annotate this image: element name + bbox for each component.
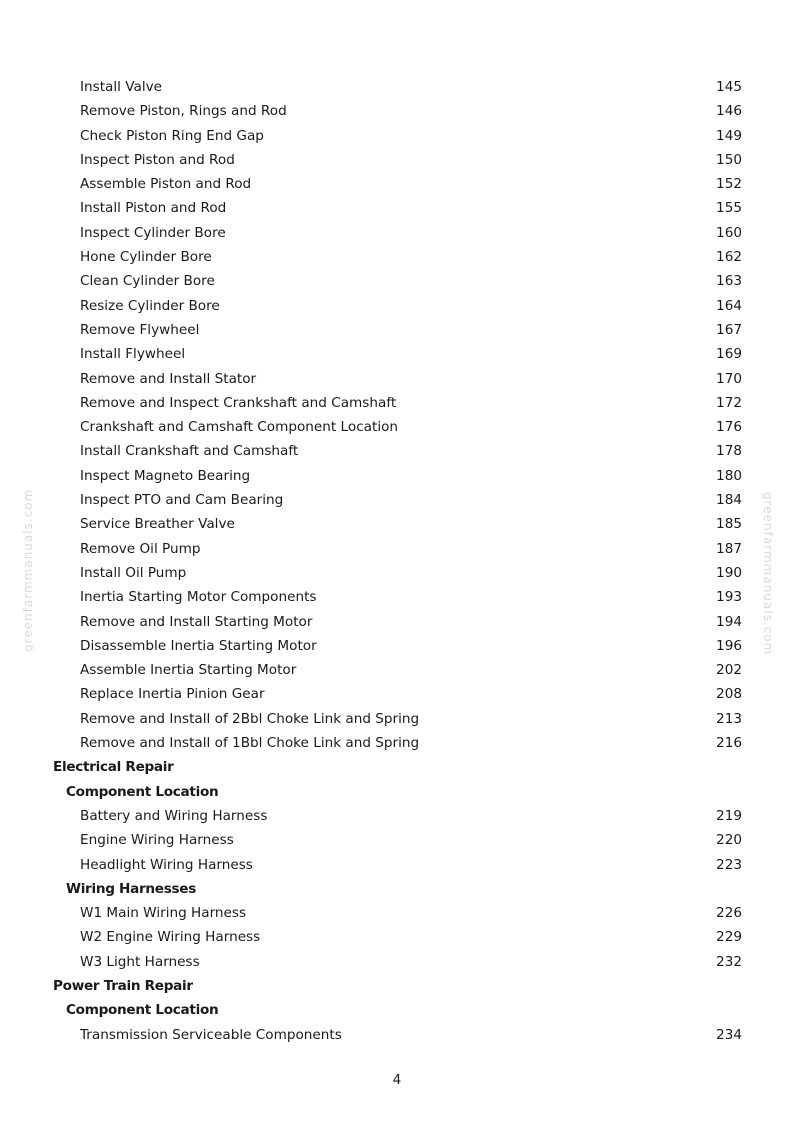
toc-entry[interactable] <box>0 99 794 123</box>
toc-entry-title: Inspect Piston and Rod <box>80 151 235 168</box>
toc-entry[interactable] <box>0 610 794 634</box>
toc-entry-title: Service Breather Valve <box>80 516 235 533</box>
toc-entry-page: 180 <box>716 467 742 484</box>
toc-section-heading[interactable] <box>0 974 794 998</box>
toc-entry-page: 155 <box>716 200 742 217</box>
toc-entry[interactable] <box>0 901 794 925</box>
toc-entry[interactable] <box>0 124 794 148</box>
toc-entry[interactable] <box>0 634 794 658</box>
toc-entry-page: 146 <box>716 103 742 120</box>
toc-entry-page: 213 <box>716 710 742 727</box>
toc-entry-title: Clean Cylinder Bore <box>80 273 215 290</box>
toc-entry[interactable] <box>0 488 794 512</box>
toc-entry-title: Inspect Cylinder Bore <box>80 224 226 241</box>
toc-entry-page: 226 <box>716 905 742 922</box>
toc-entry-title: Check Piston Ring End Gap <box>80 127 264 144</box>
toc-entry[interactable] <box>0 731 794 755</box>
toc-entry[interactable] <box>0 269 794 293</box>
watermark-left: greenfarmmanuals.com <box>21 488 35 652</box>
toc-entry-page: 167 <box>716 321 742 338</box>
toc-entry-title: W3 Light Harness <box>80 953 200 970</box>
toc-entry-page: 170 <box>716 370 742 387</box>
toc-entry-page: 202 <box>716 662 742 679</box>
toc-entry-title: Crankshaft and Camshaft Component Location <box>80 419 399 436</box>
toc-entry-title: Disassemble Inertia Starting Motor <box>80 637 317 654</box>
toc-entry-page: 150 <box>716 151 742 168</box>
toc-entry-title: Assemble Piston and Rod <box>80 176 252 193</box>
toc-entry-title: Install Oil Pump <box>80 564 187 581</box>
toc-entry-page: 208 <box>716 686 742 703</box>
toc-entry-title: Remove and Install of 2Bbl Choke Link and Spring <box>80 710 420 727</box>
toc-entry-title: Remove Oil Pump <box>80 540 201 557</box>
toc-entry-page: 152 <box>716 176 742 193</box>
toc-entry-title: Power Train Repair <box>53 977 193 994</box>
toc-entry[interactable] <box>0 828 794 852</box>
toc-entry-title: Electrical Repair <box>53 759 174 776</box>
toc-entry-page: 216 <box>716 735 742 752</box>
toc-entry[interactable] <box>0 294 794 318</box>
toc-entry-title: Assemble Inertia Starting Motor <box>80 662 297 679</box>
toc-entry-page: 162 <box>716 249 742 266</box>
toc-entry[interactable] <box>0 853 794 877</box>
toc-entry-page: 234 <box>716 1026 742 1043</box>
toc-entry-title: Remove Piston, Rings and Rod <box>80 103 287 120</box>
toc-entry-title: Wiring Harnesses <box>66 880 197 897</box>
toc-subsection-heading[interactable] <box>0 877 794 901</box>
toc-entry[interactable] <box>0 585 794 609</box>
toc-entry-title: Install Valve <box>80 79 163 95</box>
toc-entry-title: Inspect PTO and Cam Bearing <box>80 492 284 509</box>
toc-entry[interactable] <box>0 221 794 245</box>
watermark-right: greenfarmmanuals.com <box>761 492 775 656</box>
toc-entry-title: Remove Flywheel <box>80 321 200 338</box>
toc-entry-title: Install Crankshaft and Camshaft <box>80 443 299 460</box>
toc-section-heading[interactable] <box>0 755 794 779</box>
toc-entry[interactable] <box>0 342 794 366</box>
toc-entry-title: Install Flywheel <box>80 346 186 363</box>
toc-entry-page: 232 <box>716 953 742 970</box>
toc-entry[interactable] <box>0 196 794 220</box>
toc-entry-title: Transmission Serviceable Components <box>80 1026 342 1043</box>
toc-entry-title: W1 Main Wiring Harness <box>80 905 247 922</box>
toc-entry-title: Inspect Magneto Bearing <box>80 467 251 484</box>
toc-entry-title: Install Piston and Rod <box>80 200 227 217</box>
toc-entry-title: W2 Engine Wiring Harness <box>80 929 261 946</box>
toc-entry-title: Remove and Install Starting Motor <box>80 613 313 630</box>
toc-entry[interactable] <box>0 367 794 391</box>
toc-entry-title: Remove and Install Stator <box>80 370 257 387</box>
toc-entry-title: Remove and Install of 1Bbl Choke Link and Spring <box>80 735 420 752</box>
toc-entry-title: Headlight Wiring Harness <box>80 856 253 873</box>
toc-entry[interactable] <box>0 464 794 488</box>
toc-entry[interactable] <box>0 245 794 269</box>
toc-entry-page: 229 <box>716 929 742 946</box>
toc-entry[interactable] <box>0 804 794 828</box>
toc-entry-page: 178 <box>716 443 742 460</box>
toc-entry-page: 187 <box>716 540 742 557</box>
toc-entry-title: Component Location <box>66 1002 219 1019</box>
toc-entry-page: 160 <box>716 224 742 241</box>
toc-entry-title: Engine Wiring Harness <box>80 832 234 849</box>
page-number: 4 <box>392 1072 402 1088</box>
toc-entry-page: 149 <box>716 127 742 144</box>
toc-entry-title: Resize Cylinder Bore <box>80 297 220 314</box>
toc-entry-page: 194 <box>716 613 742 630</box>
toc-entry-page: 223 <box>716 856 742 873</box>
toc-entry[interactable] <box>0 537 794 561</box>
toc-entry-title: Inertia Starting Motor Components <box>80 589 317 606</box>
toc-entry-page: 172 <box>716 394 742 411</box>
toc-entry[interactable] <box>0 707 794 731</box>
toc-entry[interactable] <box>0 658 794 682</box>
toc-entry[interactable] <box>0 512 794 536</box>
table-of-contents <box>0 75 794 1047</box>
toc-entry-page: 220 <box>716 832 742 849</box>
toc-entry-page: 176 <box>716 419 742 436</box>
toc-entry[interactable] <box>0 172 794 196</box>
toc-entry[interactable] <box>0 75 794 99</box>
toc-entry-page: 193 <box>716 589 742 606</box>
toc-entry-title: Battery and Wiring Harness <box>80 807 268 824</box>
toc-entry-page: 184 <box>716 492 742 509</box>
toc-subsection-heading[interactable] <box>0 998 794 1022</box>
toc-entry-title: Component Location <box>66 783 219 800</box>
toc-entry-page: 196 <box>716 637 742 654</box>
toc-entry-page: 164 <box>716 297 742 314</box>
toc-entry[interactable] <box>0 415 794 439</box>
toc-entry-title: Hone Cylinder Bore <box>80 249 212 266</box>
toc-entry[interactable] <box>0 682 794 706</box>
toc-subsection-heading[interactable] <box>0 780 794 804</box>
toc-entry-title: Remove and Inspect Crankshaft and Camshaft <box>80 394 397 411</box>
toc-entry-page: 185 <box>716 516 742 533</box>
toc-entry-title: Replace Inertia Pinion Gear <box>80 686 265 703</box>
toc-entry-page: 163 <box>716 273 742 290</box>
toc-entry-page: 169 <box>716 346 742 363</box>
toc-entry[interactable] <box>0 561 794 585</box>
toc-entry[interactable] <box>0 439 794 463</box>
toc-entry-page: 190 <box>716 564 742 581</box>
toc-entry[interactable] <box>0 950 794 974</box>
toc-entry[interactable] <box>0 1023 794 1047</box>
toc-entry-page: 219 <box>716 807 742 824</box>
toc-entry-page: 145 <box>716 79 742 95</box>
toc-entry[interactable] <box>0 925 794 949</box>
toc-entry[interactable] <box>0 148 794 172</box>
toc-entry[interactable] <box>0 391 794 415</box>
toc-entry[interactable] <box>0 318 794 342</box>
